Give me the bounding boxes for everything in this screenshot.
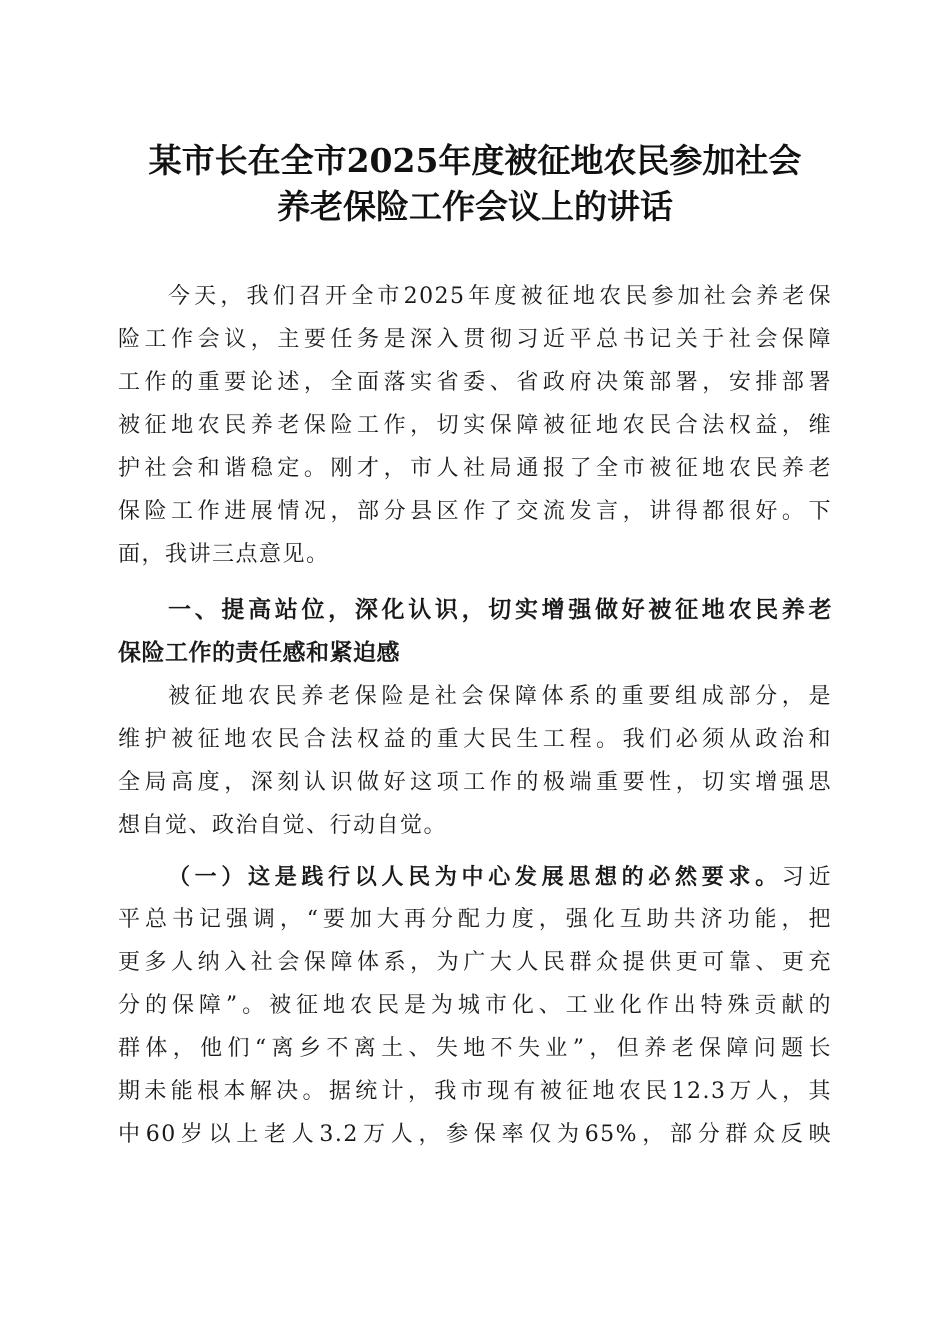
subsection-text: 习近 xyxy=(781,865,832,890)
subsection-body-line: 中60岁以上老人3.2万人，参保率仅为65%，部分群众反映 xyxy=(118,1122,832,1147)
subsection-heading: （一）这是践行以人民为中心发展思想的必然要求。 xyxy=(168,864,782,890)
intro-line: 被征地农民养老保险工作，切实保障被征地农民合法权益，维 xyxy=(118,413,832,438)
section-heading-line: 保险工作的责任感和紧迫感 xyxy=(118,640,400,666)
subsection-body-line: 平总书记强调，“要加大再分配力度，强化互助共济功能，把 xyxy=(118,907,832,932)
intro-line: 保险工作进展情况，部分县区作了交流发言，讲得都很好。下 xyxy=(118,499,832,524)
section-body-line: 被征地农民养老保险是社会保障体系的重要组成部分，是 xyxy=(168,684,832,709)
document-title-line-2: 养老保险工作会议上的讲话 xyxy=(277,187,673,226)
document-title-line-1: 某市长在全市2025年度被征地农民参加社会 xyxy=(148,141,802,180)
section-body-line: 想自觉、政治自觉、行动自觉。 xyxy=(118,813,448,838)
subsection-body-line: 期未能根本解决。据统计，我市现有被征地农民12.3万人，其 xyxy=(118,1079,832,1104)
section-body-line: 全局高度，深刻认识做好这项工作的极端重要性，切实增强思 xyxy=(118,770,832,795)
subsection-body-line: 更多人纳入社会保障体系，为广大人民群众提供更可靠、更充 xyxy=(118,950,832,975)
section-heading-line: 一、提高站位，深化认识，切实增强做好被征地农民养老 xyxy=(168,597,832,623)
subsection-body-line: 分的保障”。被征地农民是为城市化、工业化作出特殊贡献的 xyxy=(118,993,832,1018)
subsection-first-line xyxy=(168,857,832,897)
intro-line: 今天，我们召开全市2025年度被征地农民参加社会养老保 xyxy=(168,284,832,309)
section-body-line: 维护被征地农民合法权益的重大民生工程。我们必须从政治和 xyxy=(118,727,832,752)
subsection-body-line: 群体，他们“离乡不离土、失地不失业”，但养老保障问题长 xyxy=(118,1036,832,1061)
intro-line: 面，我讲三点意见。 xyxy=(118,542,330,567)
intro-line: 险工作会议，主要任务是深入贯彻习近平总书记关于社会保障 xyxy=(118,327,832,352)
intro-line: 工作的重要论述，全面落实省委、省政府决策部署，安排部署 xyxy=(118,370,832,395)
intro-line: 护社会和谐稳定。刚才，市人社局通报了全市被征地农民养老 xyxy=(118,456,832,481)
